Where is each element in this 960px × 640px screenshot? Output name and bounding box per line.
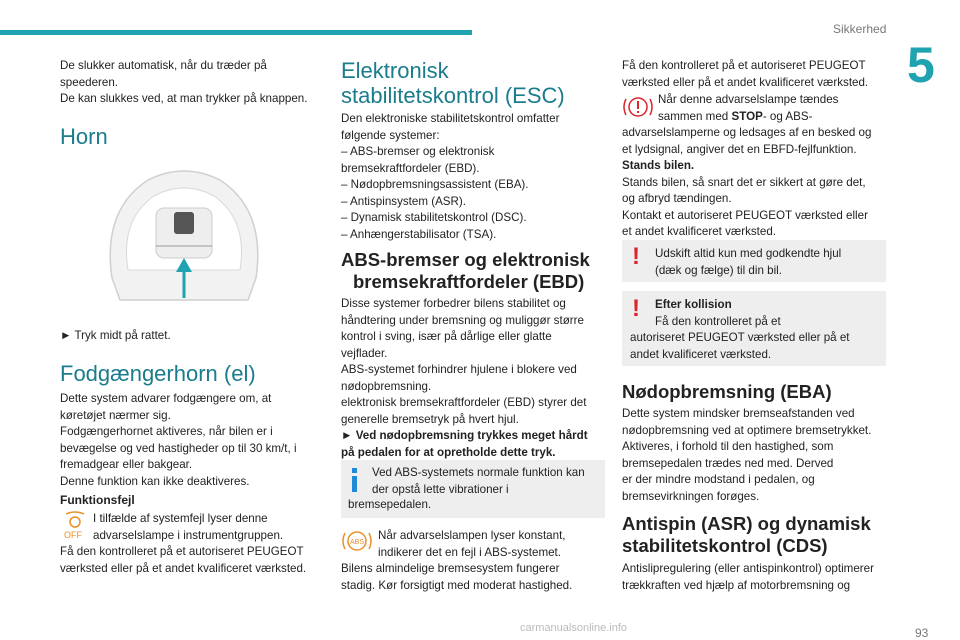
text-line: nødopbremsning. [341, 379, 432, 393]
abs-heading [341, 249, 611, 293]
abs-warning-text-2 [341, 561, 611, 594]
text-line: der opstå lette vibrationer i [372, 482, 509, 496]
text-line: Udskift altid kun med godkendte hjul [655, 247, 842, 260]
text-line: et andet kvalificeret værksted. [622, 225, 777, 238]
horn-step: ► Tryk midt på rattet. [60, 329, 171, 342]
esc-heading [341, 58, 611, 108]
brake-lamp-text [658, 92, 888, 125]
warning-note-wheels-text [655, 246, 883, 279]
malfunction-text-2 [60, 544, 330, 577]
info-note-text [372, 465, 604, 498]
col3-top-text [622, 58, 892, 91]
text-line: følgende systemer: [341, 128, 440, 142]
text-line: værksted eller på et andet kvalificeret værksted. [60, 561, 307, 575]
esc-intro [341, 111, 611, 243]
bold-line: Efter kollision [655, 298, 732, 311]
bold-line: ► Ved nødopbremsning trykkes meget hårdt [341, 429, 588, 442]
abs-label: ABS [350, 539, 365, 546]
text-line: fremadgear eller bakgear. [60, 458, 193, 471]
stop-label: STOP [731, 109, 763, 123]
column-1 [60, 58, 320, 108]
heading-line: ABS-bremser og elektronisk [341, 249, 590, 270]
text-line: Disse systemer forbedrer bilens stabilitet og [341, 297, 566, 310]
text-line: I tilfælde af systemfejl lyser denne [93, 512, 268, 525]
text-line: håndtering under bremsning og muliggør større [341, 313, 584, 327]
text-line: ABS-systemet forhindrer hjulene i blokere ved [341, 363, 577, 376]
text-line: værksted eller på et andet kvalificeret værksted. [622, 75, 869, 89]
malfunction-heading: Funktionsfejl [60, 493, 135, 507]
info-icon [348, 466, 362, 494]
text-line: Bilens almindelige bremsesystem fungerer [341, 562, 560, 575]
text-line: bremsepedalen trædes ned med. Derved [622, 456, 834, 470]
pedestrian-horn-off-warning-icon [60, 510, 90, 540]
text-line: Stands bilen, så snart det er sikkert at gøre det, [622, 175, 866, 189]
text-line: Få den kontrolleret på et autoriseret PEUGEOT [60, 545, 304, 558]
text-line: Når denne advarselslampe tændes [658, 93, 839, 106]
text-line: Denne funktion kan ikke deaktiveres. [60, 474, 250, 488]
text-line: Kontakt et autoriseret PEUGEOT værksted eller [622, 208, 868, 222]
heading-line: Elektronisk [341, 58, 449, 83]
text-line: Dette system advarer fodgængere om, at [60, 392, 272, 405]
warning-note-collision-text-2 [630, 330, 882, 363]
bold-line: Stands bilen. [622, 159, 695, 172]
intro-line: De kan slukkes ved, at man trykker på knappen. [60, 92, 308, 105]
steering-wheel-illustration [98, 160, 270, 302]
chapter-number: 5 [907, 37, 935, 93]
text-line: generelle bremsetryk på hvert hjul. [341, 412, 519, 426]
text-line: (dæk og fælge) til din bil. [655, 263, 782, 277]
text-line: - og ABS- [762, 109, 813, 123]
text-line: Få den kontrolleret på et autoriseret PEUGEOT [622, 59, 866, 72]
text-line: Den elektroniske stabilitetskontrol omfatter [341, 112, 560, 125]
text-line: køretøjet nærmer sig. [60, 408, 171, 422]
list-item: – Antispinsystem (ASR). [341, 194, 466, 208]
pedestrian-horn-heading: Fodgængerhorn (el) [60, 361, 256, 386]
warning-note-collision-text [655, 297, 883, 330]
text-line: trækkraften ved hjælp af motorbremsning og [622, 578, 851, 592]
text-line: Fodgængerhornet aktiveres, når bilen er i [60, 425, 273, 438]
top-accent-bar [0, 30, 472, 35]
eba-heading: Nødopbremsning (EBA) [622, 381, 832, 402]
list-item: – Anhængerstabilisator (TSA). [341, 227, 497, 241]
text-line: kontrol i sving, især på dårlige eller glatte [341, 330, 552, 343]
off-label: OFF [64, 530, 82, 540]
list-item: bremsekraftfordeler (EBD). [341, 161, 480, 175]
text-line: stadig. Kør forsigtigt med moderat hastighed. [341, 578, 573, 592]
text-line: Få den kontrolleret på et [655, 314, 781, 328]
text-line: nødopbremsning ved at optimere bremsetrykket. [622, 423, 872, 437]
text-line: indikerer det en fejl i ABS-systemet. [378, 545, 562, 559]
text-line: elektronisk bremsekraftfordeler (EBD) styrer det [341, 396, 587, 409]
text-line: Aktiveres, i forhold til den hastighed, som [622, 440, 834, 453]
text-line: andet kvalificeret værksted. [630, 347, 772, 361]
section-title: Sikkerhed [833, 22, 887, 36]
intro-line: speederen. [60, 75, 119, 89]
text-line: og afbryd tændingen. [622, 192, 732, 205]
watermark: carmanualsonline.info [520, 622, 628, 634]
bold-line: på pedalen for at opretholde dette tryk. [341, 445, 556, 459]
list-item: – ABS-bremser og elektronisk [341, 145, 495, 158]
exclamation-icon: ! [632, 243, 640, 270]
page-number: 93 [915, 626, 929, 640]
list-item: – Dynamisk stabilitetskontrol (DSC). [341, 211, 527, 224]
asr-heading [622, 513, 912, 557]
eba-text [622, 406, 892, 505]
abs-warning-icon [341, 528, 373, 554]
text-line: vejflader. [341, 346, 388, 360]
text-line: et lydsignal, angiver det en EBFD-fejlfunktion. [622, 142, 857, 156]
text-line: bremsevirkningen forøges. [622, 489, 760, 503]
heading-line: stabilitetskontrol (ESC) [341, 83, 565, 108]
text-line: Dette system mindsker bremseafstanden ved [622, 407, 855, 420]
text-line: Antislipregulering (eller antispinkontrol) optimerer [622, 562, 874, 575]
malfunction-text [93, 511, 323, 544]
heading-line: Antispin (ASR) og dynamisk [622, 513, 871, 534]
intro-line: De slukker automatisk, når du træder på [60, 59, 267, 72]
asr-text [622, 561, 912, 594]
text-line: er der mindre modstand i pedalen, og [622, 473, 815, 486]
text-line: autoriseret PEUGEOT værksted eller på et [630, 331, 850, 344]
abs-warning-text [378, 528, 608, 561]
text-line: advarselslamperne og ledsages af en besked og [622, 126, 872, 139]
text-line: Når advarselslampen lyser konstant, [378, 529, 566, 542]
text-line: bevægelse og ved hastigheder op til 30 km/t, i [60, 441, 297, 455]
text-line: Ved ABS-systemets normale funktion kan [372, 466, 585, 479]
text-line: sammen med [658, 109, 729, 123]
brake-warning-icon [622, 94, 654, 120]
heading-line: bremsekraftfordeler (EBD) [353, 271, 585, 292]
exclamation-icon: ! [632, 295, 640, 322]
pedestrian-horn-text [60, 391, 320, 490]
list-item: – Nødopbremsningsassistent (EBA). [341, 178, 529, 191]
text-line: advarselslampe i instrumentgruppen. [93, 528, 284, 542]
info-note-text-2: bremsepedalen. [348, 498, 432, 511]
abs-text [341, 296, 611, 461]
heading-line: stabilitetskontrol (CDS) [622, 535, 828, 556]
horn-heading: Horn [60, 124, 108, 149]
brake-lamp-text-2 [622, 125, 892, 241]
